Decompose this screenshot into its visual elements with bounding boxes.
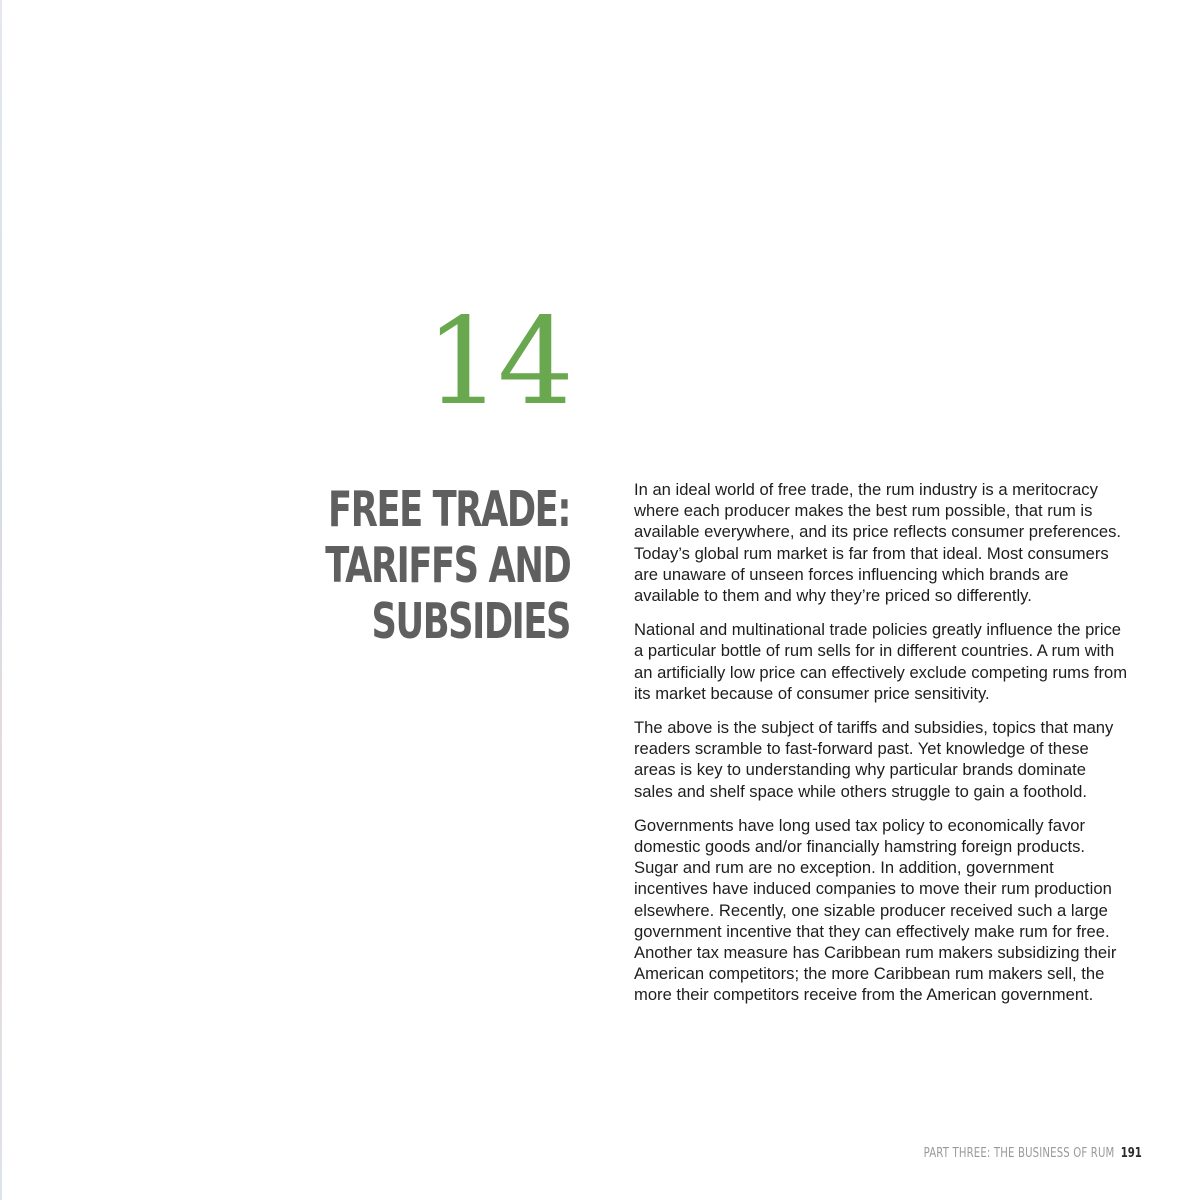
chapter-title-line-3: SUBSIDIES <box>371 593 570 650</box>
body-paragraph-1: In an ideal world of free trade, the rum industry is a meritocracy where each producer makes the best rum possible, that rum is available everywhere, and its price reflects consumer preferences. Today’s global rum market is far from that ideal. Most consumers are unaware of unseen forces influencing which brands are available to them and why they’re priced so differently. <box>634 480 1121 606</box>
body-paragraph-3: The above is the subject of tariffs and subsidies, topics that many readers scramble to fast-forward past. Yet knowledge of these areas is key to understanding why particular brands dominate sales and shelf space while others struggle to gain a foothold. <box>634 718 1114 801</box>
page-footer <box>924 1146 1142 1162</box>
body-paragraph-4: Governments have long used tax policy to economically favor domestic goods and/or financially hamstring foreign products. Sugar and rum are no exception. In addition, government incentives have induced companies to move their rum production elsewhere. Recently, one sizable producer received such a large government incentive that they can effectively make rum for free. Another tax measure has Caribbean rum makers subsidizing their American competitors; the more Caribbean rum makers sell, the more their competitors receive from the American government. <box>634 815 1117 1005</box>
body-text <box>634 479 1129 1019</box>
page-number: 191 <box>1120 1146 1142 1161</box>
page-gutter-edge <box>0 0 2 1200</box>
chapter-title-line-2: TARIFFS AND <box>325 537 571 594</box>
running-footer-section: PART THREE: THE BUSINESS OF RUM <box>923 1146 1115 1161</box>
chapter-number: 14 <box>425 293 570 432</box>
chapter-title <box>230 482 570 650</box>
body-paragraph-2: National and multinational trade policies greatly influence the price a particular bottle of rum sells for in different countries. A rum with an artificially low price can effectively exclude competing rums from its market because of consumer price sensitivity. <box>634 620 1128 703</box>
chapter-title-line-1: FREE TRADE: <box>328 481 570 538</box>
